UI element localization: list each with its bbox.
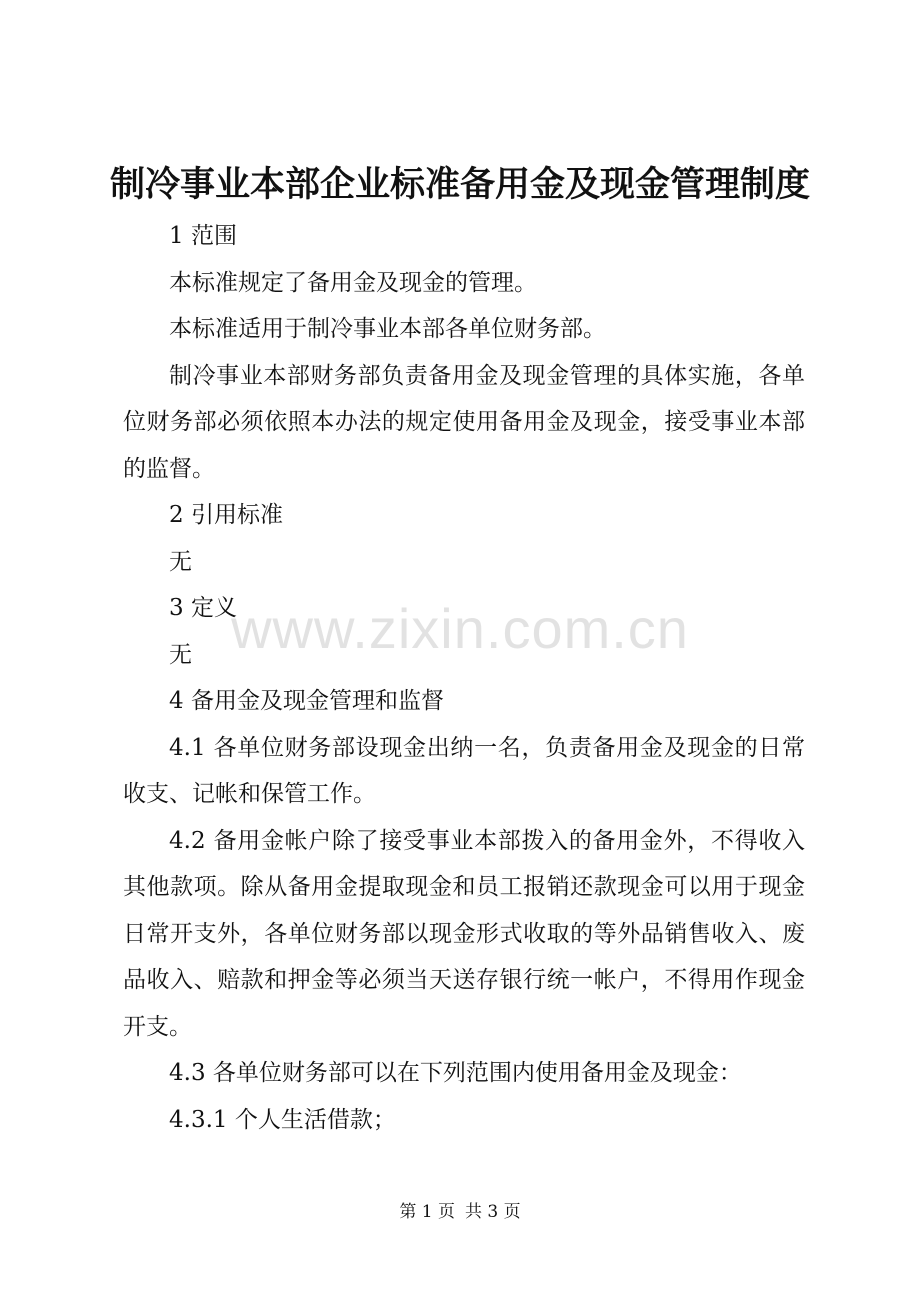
document-body (123, 213, 805, 1143)
paragraph: 2 引用标准 (169, 502, 283, 528)
watermark: www.zixin.com.cn (231, 597, 689, 660)
page-footer (0, 1200, 920, 1224)
document-title: 制冷事业本部企业标准备用金及现金管理制度 (109, 164, 810, 205)
paragraph: 无 (169, 548, 192, 575)
paragraph: 3 定义 (169, 595, 237, 621)
paragraph: 1 范围 (169, 223, 237, 249)
paragraph: 本标准规定了备用金及现金的管理。 (169, 269, 537, 296)
page-total: 共 3 页 (465, 1202, 521, 1222)
paragraph: 4.2 备用金帐户除了接受事业本部拨入的备用金外，不得收入其他款项。除从备用金提取现金和员工报销还款现金可以用于现金日常开支外，各单位财务部以现金形式收取的等外品销售收入、废品收入、赔款和押金等必须当天送存银行统一帐户，不得用作现金开支。 (123, 827, 805, 1040)
paragraph: 无 (169, 641, 192, 668)
paragraph: 本标准适用于制冷事业本部各单位财务部。 (169, 316, 606, 342)
paragraph: 4 备用金及现金管理和监督 (169, 688, 444, 714)
paragraph: 4.3.1 个人生活借款； (169, 1106, 396, 1133)
page-number: 第 1 页 (399, 1202, 455, 1222)
paragraph: 制冷事业本部财务部负责备用金及现金管理的具体实施，各单位财务部必须依照本办法的规定使用备用金及现金，接受事业本部的监督。 (123, 362, 805, 482)
paragraph: 4.1 各单位财务部设现金出纳一名，负责备用金及现金的日常收支、记帐和保管工作。 (123, 734, 805, 807)
paragraph: 4.3 各单位财务部可以在下列范围内使用备用金及现金： (169, 1060, 742, 1086)
